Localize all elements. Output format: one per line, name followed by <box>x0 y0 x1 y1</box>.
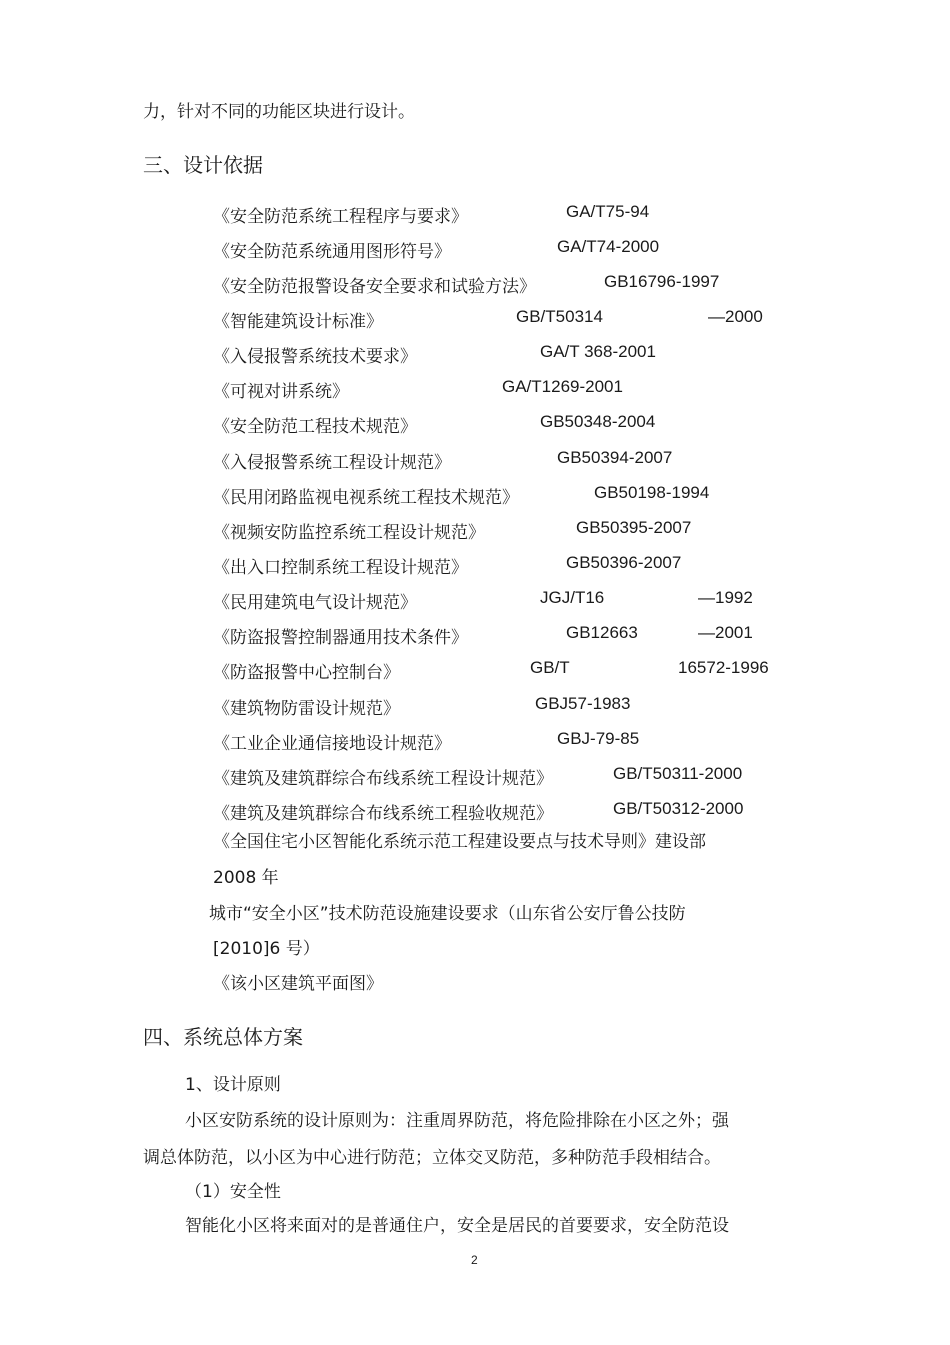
standard-name: 《民用建筑电气设计规范》 <box>213 593 417 613</box>
standard-code: GB/T50314 <box>516 307 603 326</box>
standard-name: 《智能建筑设计标准》 <box>213 312 383 332</box>
standard-name: 《建筑物防雷设计规范》 <box>213 699 400 719</box>
standard-code: GB12663 <box>566 623 638 642</box>
standard-code: GA/T1269-2001 <box>502 377 623 396</box>
standard-name: 《出入口控制系统工程设计规范》 <box>213 558 468 578</box>
standard-year: 16572-1996 <box>678 658 769 677</box>
city-reference-line1: 城市“安全小区”技术防范设施建设要求（山东省公安厅鲁公技防 <box>209 904 686 924</box>
standard-code: GB50198-1994 <box>594 483 710 502</box>
standard-code: GB50394-2007 <box>557 448 673 467</box>
standard-year: —2001 <box>698 623 753 642</box>
page-number: 2 <box>471 1253 478 1267</box>
standard-code: GB50395-2007 <box>576 518 692 537</box>
standard-name: 《可视对讲系统》 <box>213 382 349 402</box>
standard-name: 《安全防范系统工程程序与要求》 <box>213 207 468 227</box>
paragraph-line: 小区安防系统的设计原则为：注重周界防范，将危险排除在小区之外；强 <box>185 1111 729 1131</box>
paragraph-line: 智能化小区将来面对的是普通住户，安全是居民的首要要求，安全防范设 <box>185 1216 729 1236</box>
standard-code: GB/T50311-2000 <box>613 764 743 783</box>
standard-name: 《安全防范工程技术规范》 <box>213 417 417 437</box>
standard-name: 《民用闭路监视电视系统工程技术规范》 <box>213 488 519 508</box>
standard-year: —2000 <box>708 307 763 326</box>
standard-name: 《安全防范报警设备安全要求和试验方法》 <box>213 277 536 297</box>
standard-code: GA/T74-2000 <box>557 237 660 256</box>
standard-name: 《建筑及建筑群综合布线系统工程设计规范》 <box>213 769 553 789</box>
standard-code: GB/T50312-2000 <box>613 799 744 818</box>
standard-code: GA/T 368-2001 <box>540 342 656 361</box>
standard-code: GB50396-2007 <box>566 553 682 572</box>
standard-name: 《防盗报警控制器通用技术条件》 <box>213 628 468 648</box>
paragraph-line: 调总体防范，以小区为中心进行防范；立体交叉防范，多种防范手段相结合。 <box>143 1148 721 1168</box>
standard-code: GB16796-1997 <box>604 272 720 291</box>
section3-heading: 三、设计依据 <box>143 153 263 177</box>
standard-name: 《工业企业通信接地设计规范》 <box>213 734 451 754</box>
guide-reference-line1: 《全国住宅小区智能化系统示范工程建设要点与技术导则》建设部 <box>213 832 706 852</box>
guide-reference-line2: 2008 年 <box>213 868 279 888</box>
standard-name: 《入侵报警系统工程设计规范》 <box>213 453 451 473</box>
standard-code: GA/T75-94 <box>566 202 650 221</box>
standard-name: 《建筑及建筑群综合布线系统工程验收规范》 <box>213 804 553 824</box>
standard-code: JGJ/T16 <box>540 588 605 607</box>
city-reference-line2: [2010]6 号） <box>213 939 320 959</box>
section4-heading: 四、系统总体方案 <box>143 1025 303 1049</box>
intro-tail-text: 力，针对不同的功能区块进行设计。 <box>143 102 415 122</box>
standard-code: GBJ57-1983 <box>535 694 631 713</box>
standard-year: —1992 <box>698 588 753 607</box>
standard-name: 《入侵报警系统技术要求》 <box>213 347 417 367</box>
subsection-safety: （1）安全性 <box>185 1182 281 1202</box>
subsection-design-principles: 1、设计原则 <box>185 1075 281 1095</box>
standard-name: 《安全防范系统通用图形符号》 <box>213 242 451 262</box>
standard-code: GB50348-2004 <box>540 412 656 431</box>
standard-code: GB/T <box>530 658 570 677</box>
plan-reference: 《该小区建筑平面图》 <box>213 974 383 994</box>
standard-name: 《视频安防监控系统工程设计规范》 <box>213 523 485 543</box>
standard-name: 《防盗报警中心控制台》 <box>213 663 400 683</box>
standard-code: GBJ-79-85 <box>557 729 640 748</box>
